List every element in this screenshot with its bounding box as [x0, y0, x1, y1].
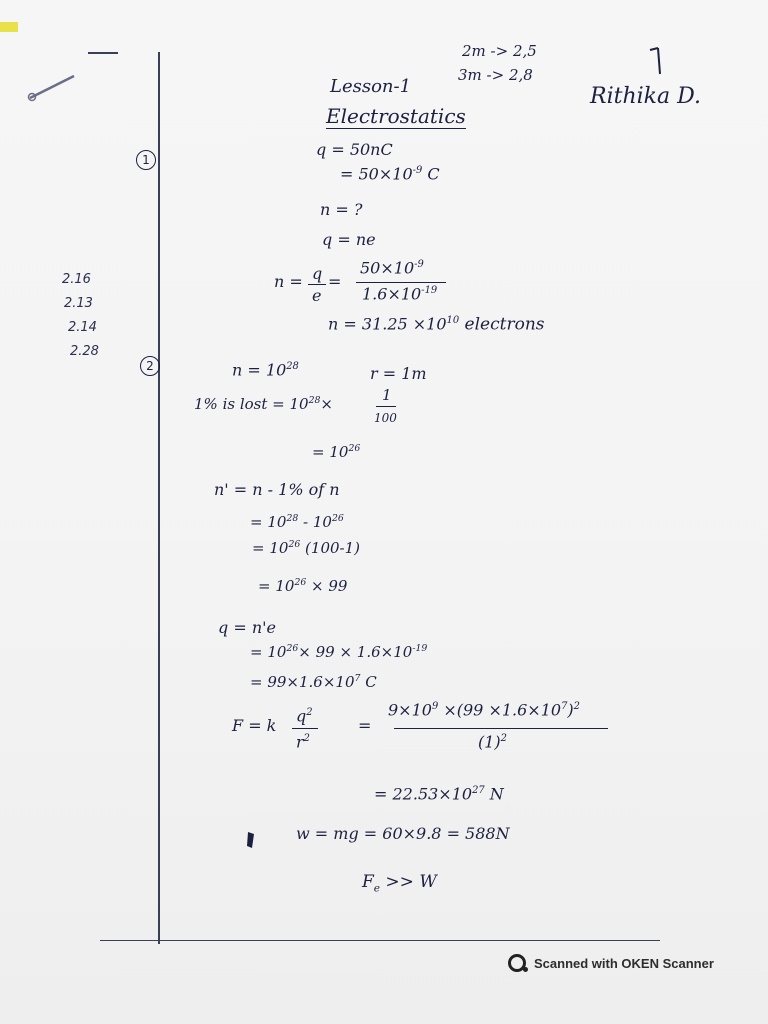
q2-remaining-formula: n' = n - 1% of n [214, 480, 340, 499]
exponent: 28 [286, 513, 299, 524]
exponent: 27 [472, 785, 485, 796]
scanner-watermark [508, 954, 714, 972]
exponent: -9 [414, 259, 424, 270]
fraction-bar [356, 282, 446, 283]
margin-line [158, 52, 160, 944]
q2-lost-result [312, 444, 360, 460]
text-segment: ) [567, 700, 574, 720]
fraction-numerator [388, 702, 580, 718]
tick-mark-icon [648, 44, 668, 78]
text-segment: = 10 [252, 539, 289, 557]
fraction-bar [292, 728, 318, 729]
q2-remaining-step-2 [252, 540, 360, 556]
exponent: 7 [561, 701, 568, 712]
exponent: 9 [431, 701, 439, 712]
text-segment: C [427, 164, 440, 184]
chapter-title: Electrostatics [326, 104, 466, 128]
text-segment: × 99 [306, 577, 348, 595]
q1-formula: q = ne [322, 230, 376, 249]
text-segment: 50×10 [360, 258, 415, 278]
text-segment: = 10 [258, 577, 295, 595]
q2-distance: r = 1m [370, 364, 427, 383]
fraction-denominator [478, 734, 507, 750]
text-segment: = 99×1.6×10 [250, 673, 355, 691]
text-segment: = 22.53×10 [374, 784, 473, 804]
fraction-numerator: 1 [382, 386, 392, 404]
q1-unknown: n = ? [320, 200, 363, 219]
exponent: 7 [354, 673, 361, 684]
exponent: -19 [421, 285, 438, 296]
q2-weight: w = mg = 60×9.8 = 588N [296, 824, 510, 843]
text-segment: n = [274, 272, 303, 291]
lesson-heading: Lesson-1 [330, 76, 412, 97]
staple-icon [26, 70, 80, 104]
question-number-1: 1 [136, 150, 156, 170]
margin-note: 2.13 [64, 296, 93, 311]
text-segment: - 10 [298, 513, 332, 531]
fraction-denominator: e [312, 286, 322, 305]
exponent: 28 [308, 395, 321, 406]
text-segment: n = 10 [232, 360, 287, 380]
fraction-denominator: 100 [374, 411, 397, 425]
text-segment: 9×10 [388, 700, 432, 720]
fraction-bar [308, 284, 326, 285]
exponent: 2 [306, 707, 313, 718]
q2-force-result [374, 786, 504, 802]
q2-remaining-step-1 [250, 514, 344, 530]
exponent: 2 [573, 701, 580, 712]
text-segment: F [362, 872, 374, 892]
text-segment: = 50×10 [340, 164, 413, 184]
top-rule [88, 52, 118, 54]
question-number-2: 2 [140, 356, 160, 376]
fraction-denominator [296, 734, 310, 750]
text-segment: = 10 [250, 513, 287, 531]
fraction-numerator [360, 260, 424, 276]
text-segment: N [484, 784, 504, 804]
marks-note-1: 2m -> 2,5 [462, 42, 537, 60]
text-segment: q [296, 706, 307, 726]
q1-charge-si [340, 166, 440, 182]
q2-charge-formula: q = n'e [218, 618, 276, 637]
subscript: e [373, 882, 381, 895]
text-segment: ×(99 ×1.6×10 [438, 700, 562, 720]
fraction-bar [376, 406, 396, 407]
text-segment: electrons [459, 314, 545, 335]
author-name: Rithika D. [590, 84, 701, 109]
scan-edge-marker [0, 22, 18, 32]
exponent: 26 [288, 539, 301, 550]
text-segment: F = k [232, 716, 277, 735]
text-segment: 1% is lost = 10 [194, 395, 309, 413]
q2-electrons-lost [194, 386, 397, 425]
exponent: -9 [412, 165, 423, 176]
text-segment: = 10 [250, 643, 287, 661]
exponent: 26 [286, 643, 299, 654]
text-segment: r [296, 732, 304, 752]
q2-conclusion [362, 874, 437, 894]
q1-result [328, 316, 545, 333]
bottom-rule [100, 940, 660, 941]
pen-mark-icon [244, 830, 258, 850]
scanner-text: Scanned with OKEN Scanner [534, 955, 714, 971]
fraction-numerator [296, 708, 313, 724]
text-segment: × 99 × 1.6×10 [298, 643, 413, 661]
exponent: -19 [412, 643, 428, 654]
exponent: 26 [331, 513, 344, 524]
text-segment: (100-1) [300, 539, 360, 557]
exponent: 2 [303, 733, 310, 744]
fraction-bar [394, 728, 608, 729]
exponent: 26 [348, 443, 361, 454]
text-segment: C [360, 673, 377, 691]
text-segment: >> W [380, 872, 437, 892]
q2-charge-step-2 [250, 674, 377, 690]
exponent: 2 [500, 733, 507, 744]
fraction-denominator [362, 286, 437, 302]
margin-note: 2.14 [68, 320, 97, 335]
marks-note-2: 3m -> 2,8 [458, 66, 533, 84]
text-segment: × [320, 395, 333, 413]
text-segment: = [328, 272, 342, 291]
text-segment: = 10 [312, 443, 349, 461]
text-segment: n = 31.25 ×10 [328, 314, 447, 334]
text-segment: (1) [478, 732, 501, 752]
scanner-logo-icon [508, 954, 526, 972]
q1-given-charge: q = 50nC [316, 140, 393, 159]
exponent: 10 [446, 315, 460, 326]
q2-number-of-electrons [232, 362, 299, 378]
exponent: 26 [294, 577, 307, 588]
q2-remaining-step-3 [258, 578, 347, 594]
exponent: 28 [286, 361, 299, 372]
q2-charge-step-1 [250, 644, 427, 660]
margin-note: 2.16 [62, 272, 91, 287]
fraction-numerator: q [312, 264, 323, 283]
text-segment: 1.6×10 [362, 284, 422, 304]
text-segment: = [358, 716, 372, 735]
margin-note: 2.28 [70, 344, 99, 359]
